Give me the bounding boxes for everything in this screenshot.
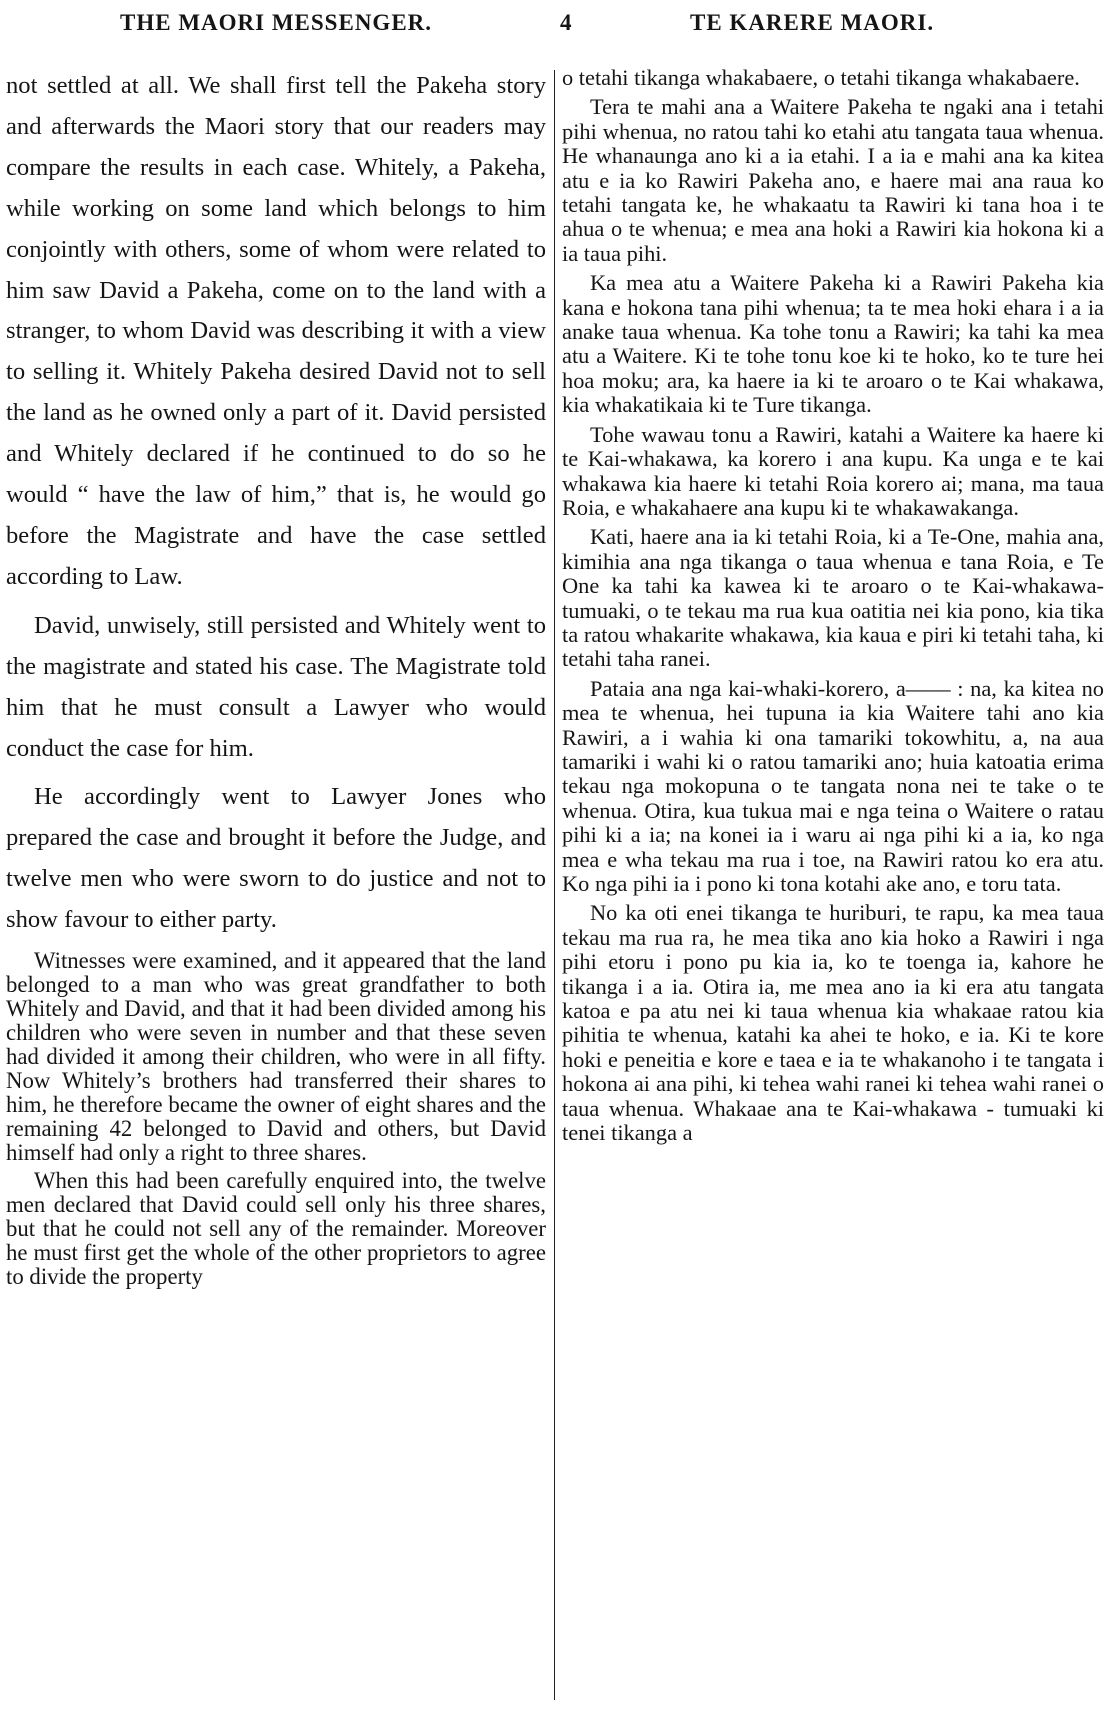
maori-title: TE KARERE MAORI. bbox=[690, 10, 935, 35]
english-title: THE MAORI MESSENGER. bbox=[120, 10, 433, 35]
maori-paragraph-3: Ka mea atu a Waitere Pakeha ki a Rawiri Pakeha kia kana e hokona tana pihi whenua; ta te mea hoki ehara i a ia anake taua whenua. Ka tohe tonu a Rawiri; ka tahi ka mea atu a Waitere. Ki te tohe tonu koe ki te hoko, ko te ture hei hoa moku; ara, ka haere ia ki te aroaro o te Kai whakawa, kia whakatikaia ki te Ture tikanga. bbox=[562, 270, 1104, 418]
english-paragraph-4: Witnesses were examined, and it appeared that the land belonged to a man who was great grandfather to both Whitely and David, and that it had been divided among his children who were seven in number and that these seven had divided it among their children, who were in all fifty. Now Whitely’s brothers had transferred their shares to him, he therefore became the owner of eight shares and the remaining 42 belonged to David and others, but David himself had only a right to three shares. bbox=[6, 948, 546, 1166]
maori-paragraph-4: Tohe wawau tonu a Rawiri, katahi a Waitere ka haere ki te Kai-whakawa, ka korero i ana kupu. Ka unga e te kai whakawa kia haere ki tetahi Roia korero ai; mana, ma taua Roia, e whakahaere ana kupu ki te whakawakanga. bbox=[562, 421, 1104, 520]
maori-paragraph-6: Pataia ana nga kai-whaki-korero, a—— : na, ka kitea no mea te whenua, hei tupuna ia kia Waitere tahi ano kia Rawiri, a i wahia ki ona tamariki tokowhitu, a, na aua tamariki i wahi ki o ratou tamariki ano; huia katoatia erima tekau nga mokopuna o te tangata nona nei te take o te whenua. Otira, kua tukua mai e nga teina o Waitere o ratau pihi ki a ia; na konei ia i waru ai nga pihi ki a ia, ko nga mea e wha tekau ma rua i toe, na Rawiri ratou ko era atu. Ko nga pihi ia i pono ki tona kotahi ake ano, e toru tata. bbox=[562, 675, 1104, 896]
english-paragraph-1: not settled at all. We shall first tell the Pakeha story and afterwards the Maori story that our readers may compare the results in each case. Whitely, a Pakeha, while working on some land which belongs to him conjointly with others, some of whom were related to him saw David a Pakeha, come on to the land with a stranger, to whom David was describing it with a view to selling it. Whitely Pakeha desired David not to sell the land as he owned only a part of it. David persisted and Whitely declared if he continued to do so he would “ have the law of him,” that is, he would go before the Magistrate and have the case settled according to Law. bbox=[6, 72, 546, 590]
maori-column bbox=[562, 66, 1104, 1701]
english-paragraph-3: He accordingly went to Lawyer Jones who prepared the case and brought it before the Judge, and twelve men who were sworn to do justice and not to show favour to either party. bbox=[6, 783, 546, 934]
maori-paragraph-5: Kati, haere ana ia ki tetahi Roia, ki a Te-One, mahia ana, kimihia ana nga tikanga o taua whenua e tana Roia, e Te One ka tahi ka kawea ki te aroaro o te Kai-whakawa-tumuaki, o te tekau ma rua kua oatitia nei kia pono, kia tika ta ratou whakarite whakawa, kia kaua e piri ki tetahi taha, ki tetahi taha ranei. bbox=[562, 524, 1104, 672]
page-number: 4 bbox=[560, 10, 573, 35]
running-head bbox=[0, 0, 1114, 62]
maori-paragraph-2: Tera te mahi ana a Waitere Pakeha te ngaki ana i tetahi pihi whenua, no ratou tahi ko etahi atu tangata taua whenua. He whanaunga ano ki a ia etahi. I a ia e mahi ana ka kitea atu e ia ko Rawiri Pakeha ano, e haere mai ana raua ko tetahi tangata ke, he whakaatu ta Rawiri ki tana hoa i te ahua o te whenua; e mea ana hoki a Rawiri kia hokona ki a ia taua pihi. bbox=[562, 94, 1104, 266]
maori-paragraph-1: o tetahi tikanga whakabaere, o tetahi tikanga whakabaere. bbox=[562, 66, 1080, 90]
english-column bbox=[6, 66, 546, 1701]
maori-paragraph-7: No ka oti enei tikanga te huriburi, te rapu, ka mea taua tekau ma rua ra, he mea tika ano kia hoko a Rawiri i nga pihi etoru i pono pu kia ia, ko te toenga ia, kahore he tikanga i a ia. Otira ia, me mea ano ia ki era atu tangata katoa e pa atu nei ki taua whenua kia whakaae ratou kia pihitia te whenua, katahi ka ahei te hoko, e ia. Ki te kore hoki e peneitia e kore e taea e ia te whakanoho i te tangata i hokona ai ana pihi, ki tehea wahi ranei ki tehea wahi ranei o taua whenua. Whakaae ana te Kai-whakawa - tumuaki ki tenei tikanga a bbox=[562, 900, 1104, 1146]
column-divider bbox=[554, 70, 555, 1700]
english-paragraph-5: When this had been carefully enquired into, the twelve men declared that David could sell only his three shares, but that he could not sell any of the remainder. Moreover he must first get the whole of the other proprietors to agree to divide the property bbox=[6, 1168, 546, 1290]
english-paragraph-2: David, unwisely, still persisted and Whitely went to the magistrate and stated his case. The Magistrate told him that he must consult a Lawyer who would conduct the case for him. bbox=[6, 611, 546, 762]
